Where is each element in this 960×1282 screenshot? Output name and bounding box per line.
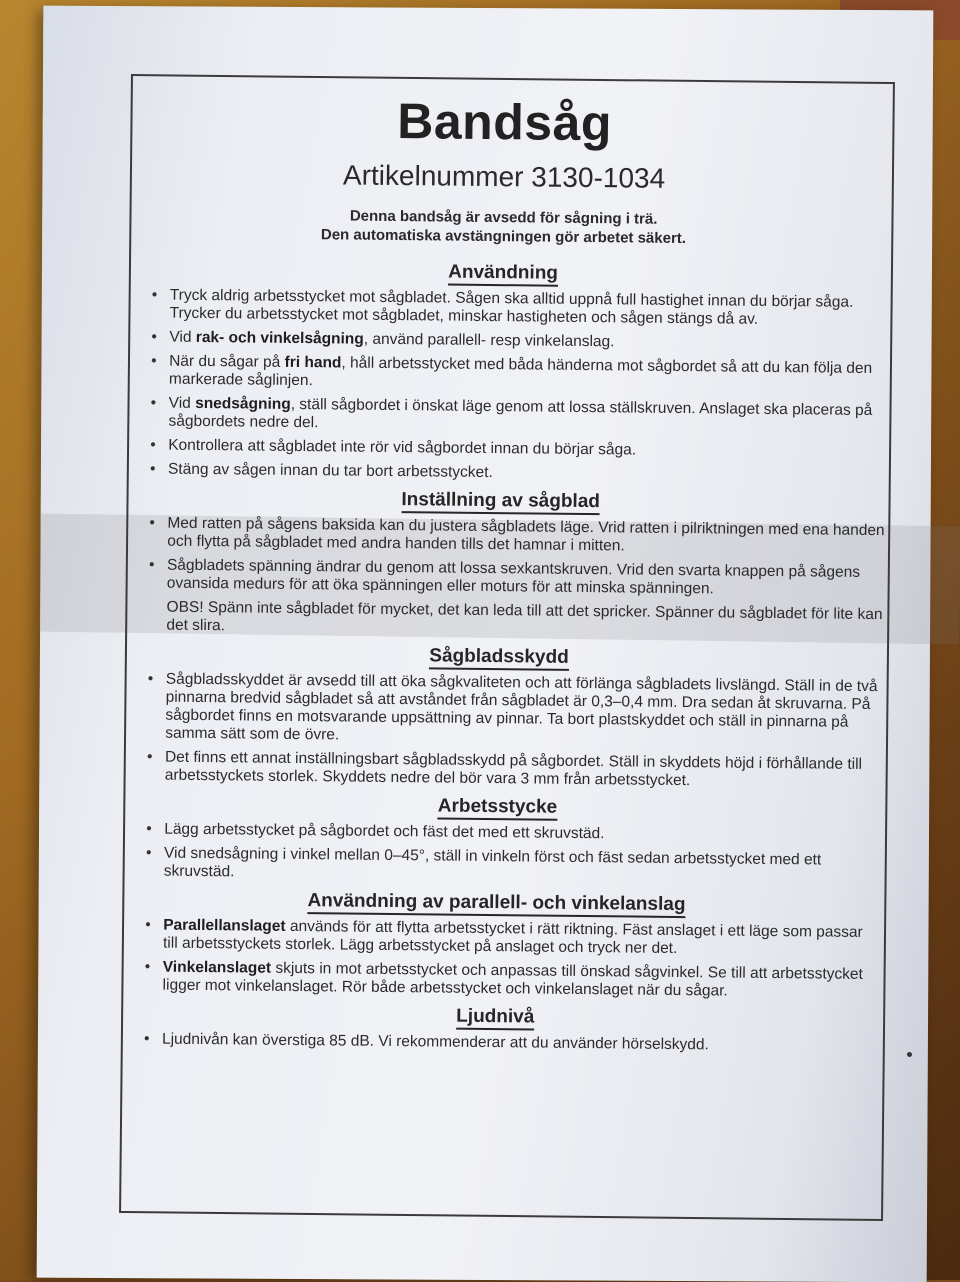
list-item: • När du sågar på fri hand, håll arbetsstycket med båda händerna mot sågbordet så att du kan följa den markerade såglinjen. <box>107 352 897 396</box>
ink-dot <box>907 1052 912 1057</box>
list-sagbladsskydd <box>103 670 894 792</box>
list-item: • Parallellanslaget används för att flytta arbetsstycket i rätt riktning. Fäst anslaget i ett läge som passar till arbetsstyckets storlek. Lägg arbetsstycket på anslaget och tryck ner det. <box>101 916 891 960</box>
list-item: • Sågbladsskyddet är avsedd till att öka sågkvaliteten och att förlänga sågbladets livslängd. Ställ in de två pinnarna bredvid sågbladet så att avståndet från sågbladet är 0,3–0,4 mm. Dra sedan åt skruvarna. På sågbordet finns en motsvarande uppsättning av pinnar. Ta bort plastskyddet och ställ in pinnarna på samma sätt som de övre. <box>103 670 894 750</box>
list-anslag <box>101 916 892 1002</box>
article-number: Artikelnummer 3130-1034 <box>342 159 666 194</box>
list-item: • Vid rak- och vinkelsågning, använd parallell- resp vinkelanslag. <box>107 328 897 354</box>
list-item: • Ljudnivån kan överstiga 85 dB. Vi rekommenderar att du använder hörselskydd. <box>100 1030 890 1056</box>
warning-note: OBS! Spänn inte sågbladet för mycket, det kan leda till att det spricker. Spänner du sågbladet för lite kan det slira. <box>166 598 883 635</box>
list-item: • Kontrollera att sågbladet inte rör vid sågbordet innan du börjar såga. <box>106 436 896 462</box>
section-heading-ljudniva: Ljudnivå <box>100 1002 890 1032</box>
list-item: • Vinkelanslaget skjuts in mot arbetsstycket och anpassas till önskad sågvinkel. Se till att arbetsstycket ligger mot vinkelanslaget. Rör både arbetsstycket och vinkelanslaget när du sågar. <box>101 958 891 1002</box>
section-heading-sagbladsskydd: Sågbladsskydd <box>104 642 894 672</box>
list-item: • Det finns ett annat inställningsbart sågbladsskydd på sågbordet. Ställ in skyddets höjd i förhållande till arbetsstyckets storlek. Skyddets nedre del bör vara 3 mm från arbetsstycket. <box>103 748 893 792</box>
list-item: • Vid snedsågning, ställ sågbordet i önskat läge genom att lossa ställskruven. Anslaget ska placeras på sågbordets nedre del. <box>106 394 896 438</box>
list-item: • Med ratten på sågens baksida kan du justera sågbladets läge. Vrid ratten i pilriktningen med ena handen och flytta på sågbladet med andra handen tills det hamnar i mitten. <box>105 514 895 558</box>
section-heading-installning: Inställning av sågblad <box>106 486 896 516</box>
list-ljudniva <box>100 1030 890 1056</box>
list-item: • Stäng av sågen innan du tar bort arbetsstycket. <box>106 460 896 486</box>
document-title: Bandsåg <box>397 93 613 152</box>
list-installning <box>105 514 896 600</box>
list-item: • Sågbladets spänning ändrar du genom att lossa sexkantskruven. Vrid den svarta knappen på sågens ovansida medurs för att öka spänningen eller moturs för att minska spänningen. <box>105 556 895 600</box>
intro-line-2: Den automatiska avstängningen gör arbetet säkert. <box>320 226 687 248</box>
intro-text <box>108 204 898 250</box>
document-content <box>100 88 900 1062</box>
section-heading-arbetsstycke: Arbetsstycke <box>102 792 892 822</box>
list-item: • Vid snedsågning i vinkel mellan 0–45°, ställ in vinkeln först och fäst sedan arbetsstycket med ett skruvstäd. <box>102 844 892 888</box>
section-heading-anvandning: Användning <box>108 258 898 288</box>
list-anvandning <box>106 286 898 486</box>
list-arbetsstycke <box>102 820 893 888</box>
intro-line-1: Denna bandsåg är avsedd för sågning i trä. <box>349 207 658 228</box>
list-item: • Lägg arbetsstycket på sågbordet och fäst det med ett skruvstäd. <box>102 820 892 846</box>
section-heading-anslag: Användning av parallell- och vinkelanslag <box>101 888 891 918</box>
list-item: • Tryck aldrig arbetsstycket mot sågbladet. Sågen ska alltid uppnå full hastighet innan du börjar såga. Trycker du arbetsstycket mot sågbladet, minskar hastigheten och sågen stängs då av. <box>108 286 898 330</box>
